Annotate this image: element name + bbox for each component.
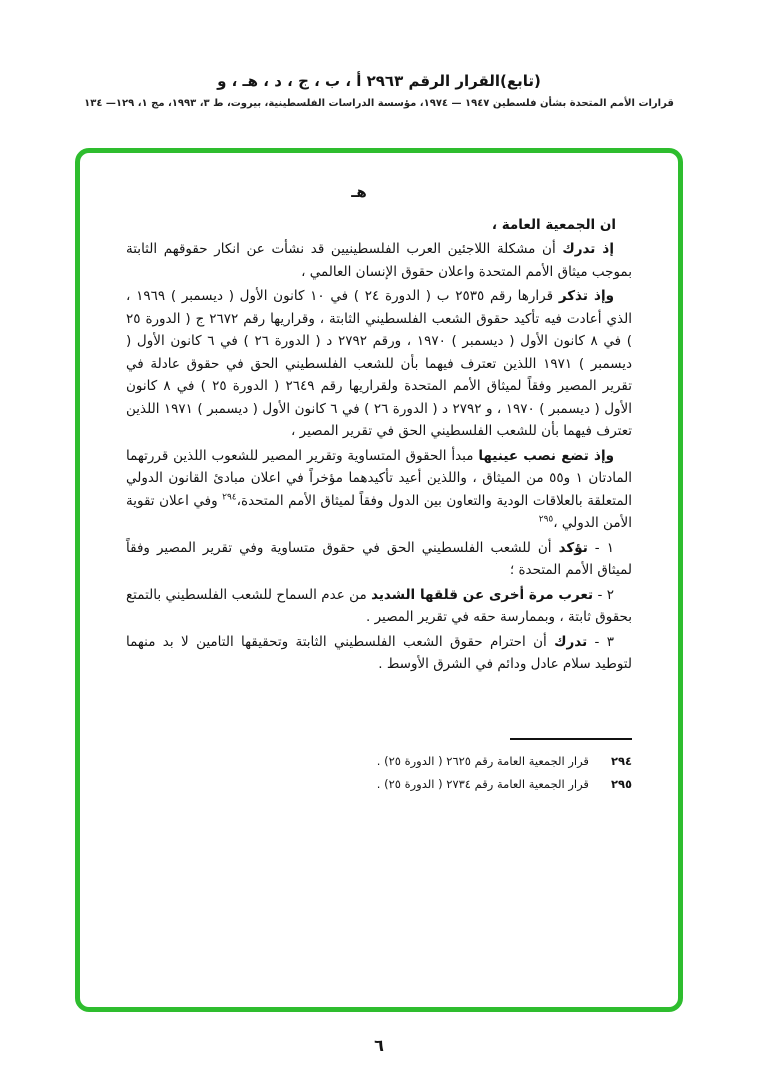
item-text: من عدم السماح للشعب الفلسطيني بالتمتع بحقوق ثابتة ، وبممارسة حقه في تقرير المصير . <box>126 586 632 625</box>
footnote-text: قرار الجمعية العامة رقم ٢٦٢٥ ( الدورة ٢٥) . <box>376 753 589 768</box>
footnote-ref-295: ٢٩٥ <box>538 514 554 525</box>
item-number: ٢ - <box>593 586 614 603</box>
operative-item-1 <box>126 537 632 582</box>
document-header <box>0 72 758 109</box>
paragraph-preamble-1 <box>126 238 632 283</box>
paragraph-preamble-3 <box>126 445 632 535</box>
footnote-text: قرار الجمعية العامة رقم ٢٧٣٤ ( الدورة ٢٥) . <box>376 776 589 791</box>
page-number: ٦ <box>374 1036 384 1055</box>
paragraph-lead: إذ تدرك <box>562 241 614 257</box>
item-text: أن للشعب الفلسطيني الحق في حقوق متساوية وفي تقرير المصير وفقاً لميثاق الأمم المتحدة ؛ <box>126 539 632 578</box>
paragraph-text: أن مشكلة اللاجئين العرب الفلسطينيين قد نشأت عن انكار حقوقهم الثابتة بموجب ميثاق الأمم المتحدة واعلان حقوق الإنسان العالمي ، <box>126 241 632 280</box>
paragraph-text: مبدأ الحقوق المتساوية وتقرير المصير للشعوب اللذين قررتهما المادتان ١ و٥٥ من الميثاق ، واللذين أعيد تأكيدهما مؤخراً في اعلان مبادئ القانون الدولي المتعلقة بالعلاقات الودية والتعاون بين الدول وفقاً لميثاق الأمم المتحدة، <box>126 447 632 509</box>
resolution-title: (تابع)القرار الرقم ٢٩٦٣ أ ، ب ، ج ، د ، هـ ، و <box>217 72 541 90</box>
operative-item-3 <box>126 631 632 676</box>
paragraph-lead: وإذ تضع نصب عينيها <box>478 447 614 464</box>
paragraph-preamble-2 <box>126 285 632 443</box>
item-text: أن احترام حقوق الشعب الفلسطيني الثابتة وتحقيقها التامين لا بد منهما لتوطيد سلام عادل ودائم في الشرق الأوسط . <box>126 633 632 672</box>
operative-item-2 <box>126 584 632 629</box>
footnote-295 <box>126 773 632 796</box>
footnotes-section <box>126 738 632 796</box>
footnote-number: ٢٩٤ <box>610 753 632 768</box>
footnote-divider <box>510 738 632 740</box>
item-lead: تؤكد <box>558 539 588 556</box>
paragraph-text: قرارها رقم ٢٥٣٥ ب ( الدورة ٢٤ ) في ١٠ كانون الأول ( ديسمبر ) ١٩٦٩ ، الذي أعادت فيه تأكيد حقوق الشعب الفلسطيني الثابتة ، وقراريها رقم ٢٦٧٢ ج ( الدورة ٢٥ ) في ٨ كانون الأول ( ديسمبر ) ١٩٧٠ ، ورقم ٢٧٩٢ د ( الدورة ٢٦ ) في ٦ كانون الأول ( ديسمبر ) ١٩٧١ اللذين تعترف فيهما بأن للشعب الفلسطيني الحق في حقوق عادلة في تقرير المصير وفقاً لميثاق الأمم المتحدة ولقراريها رقم ٢٦٤٩ ( الدورة ٢٥ ) في ٨ كانون الأول ( ديسمبر ) ١٩٧٠ ، و ٢٧٩٢ د ( الدورة ٢٦ ) في ٦ كانون الأول ( ديسمبر ) ١٩٧١ اللذين تعترف فيهما بأن للشعب الفلسطيني الحق في تقرير المصير ، <box>126 288 632 439</box>
opening-line: ان الجمعية العامة ، <box>491 216 616 233</box>
resolution-body <box>80 153 678 796</box>
item-lead: تعرب مرة أخرى عن قلقها الشديد <box>371 586 594 603</box>
green-frame <box>75 148 683 1012</box>
footnote-294 <box>126 750 632 773</box>
footnote-number: ٢٩٥ <box>610 776 632 791</box>
item-number: ٣ - <box>587 633 614 650</box>
paragraph-lead: وإذ تذكر <box>558 288 615 304</box>
footnote-ref-294: ٢٩٤ <box>222 492 237 502</box>
paragraph-text: وفي اعلان تقوية الأمن الدولي ، <box>126 492 632 531</box>
source-citation: قرارات الأمم المتحدة بشأن فلسطين ١٩٤٧ — ١٩٧٤، مؤسسة الدراسات الفلسطينية، بيروت، ط ٣، ١٩٩٣، مج ١، ١٢٩— ١٣٤ <box>84 98 674 109</box>
section-letter: هـ <box>351 183 367 201</box>
item-lead: تدرك <box>554 633 588 650</box>
item-number: ١ - <box>587 539 614 556</box>
